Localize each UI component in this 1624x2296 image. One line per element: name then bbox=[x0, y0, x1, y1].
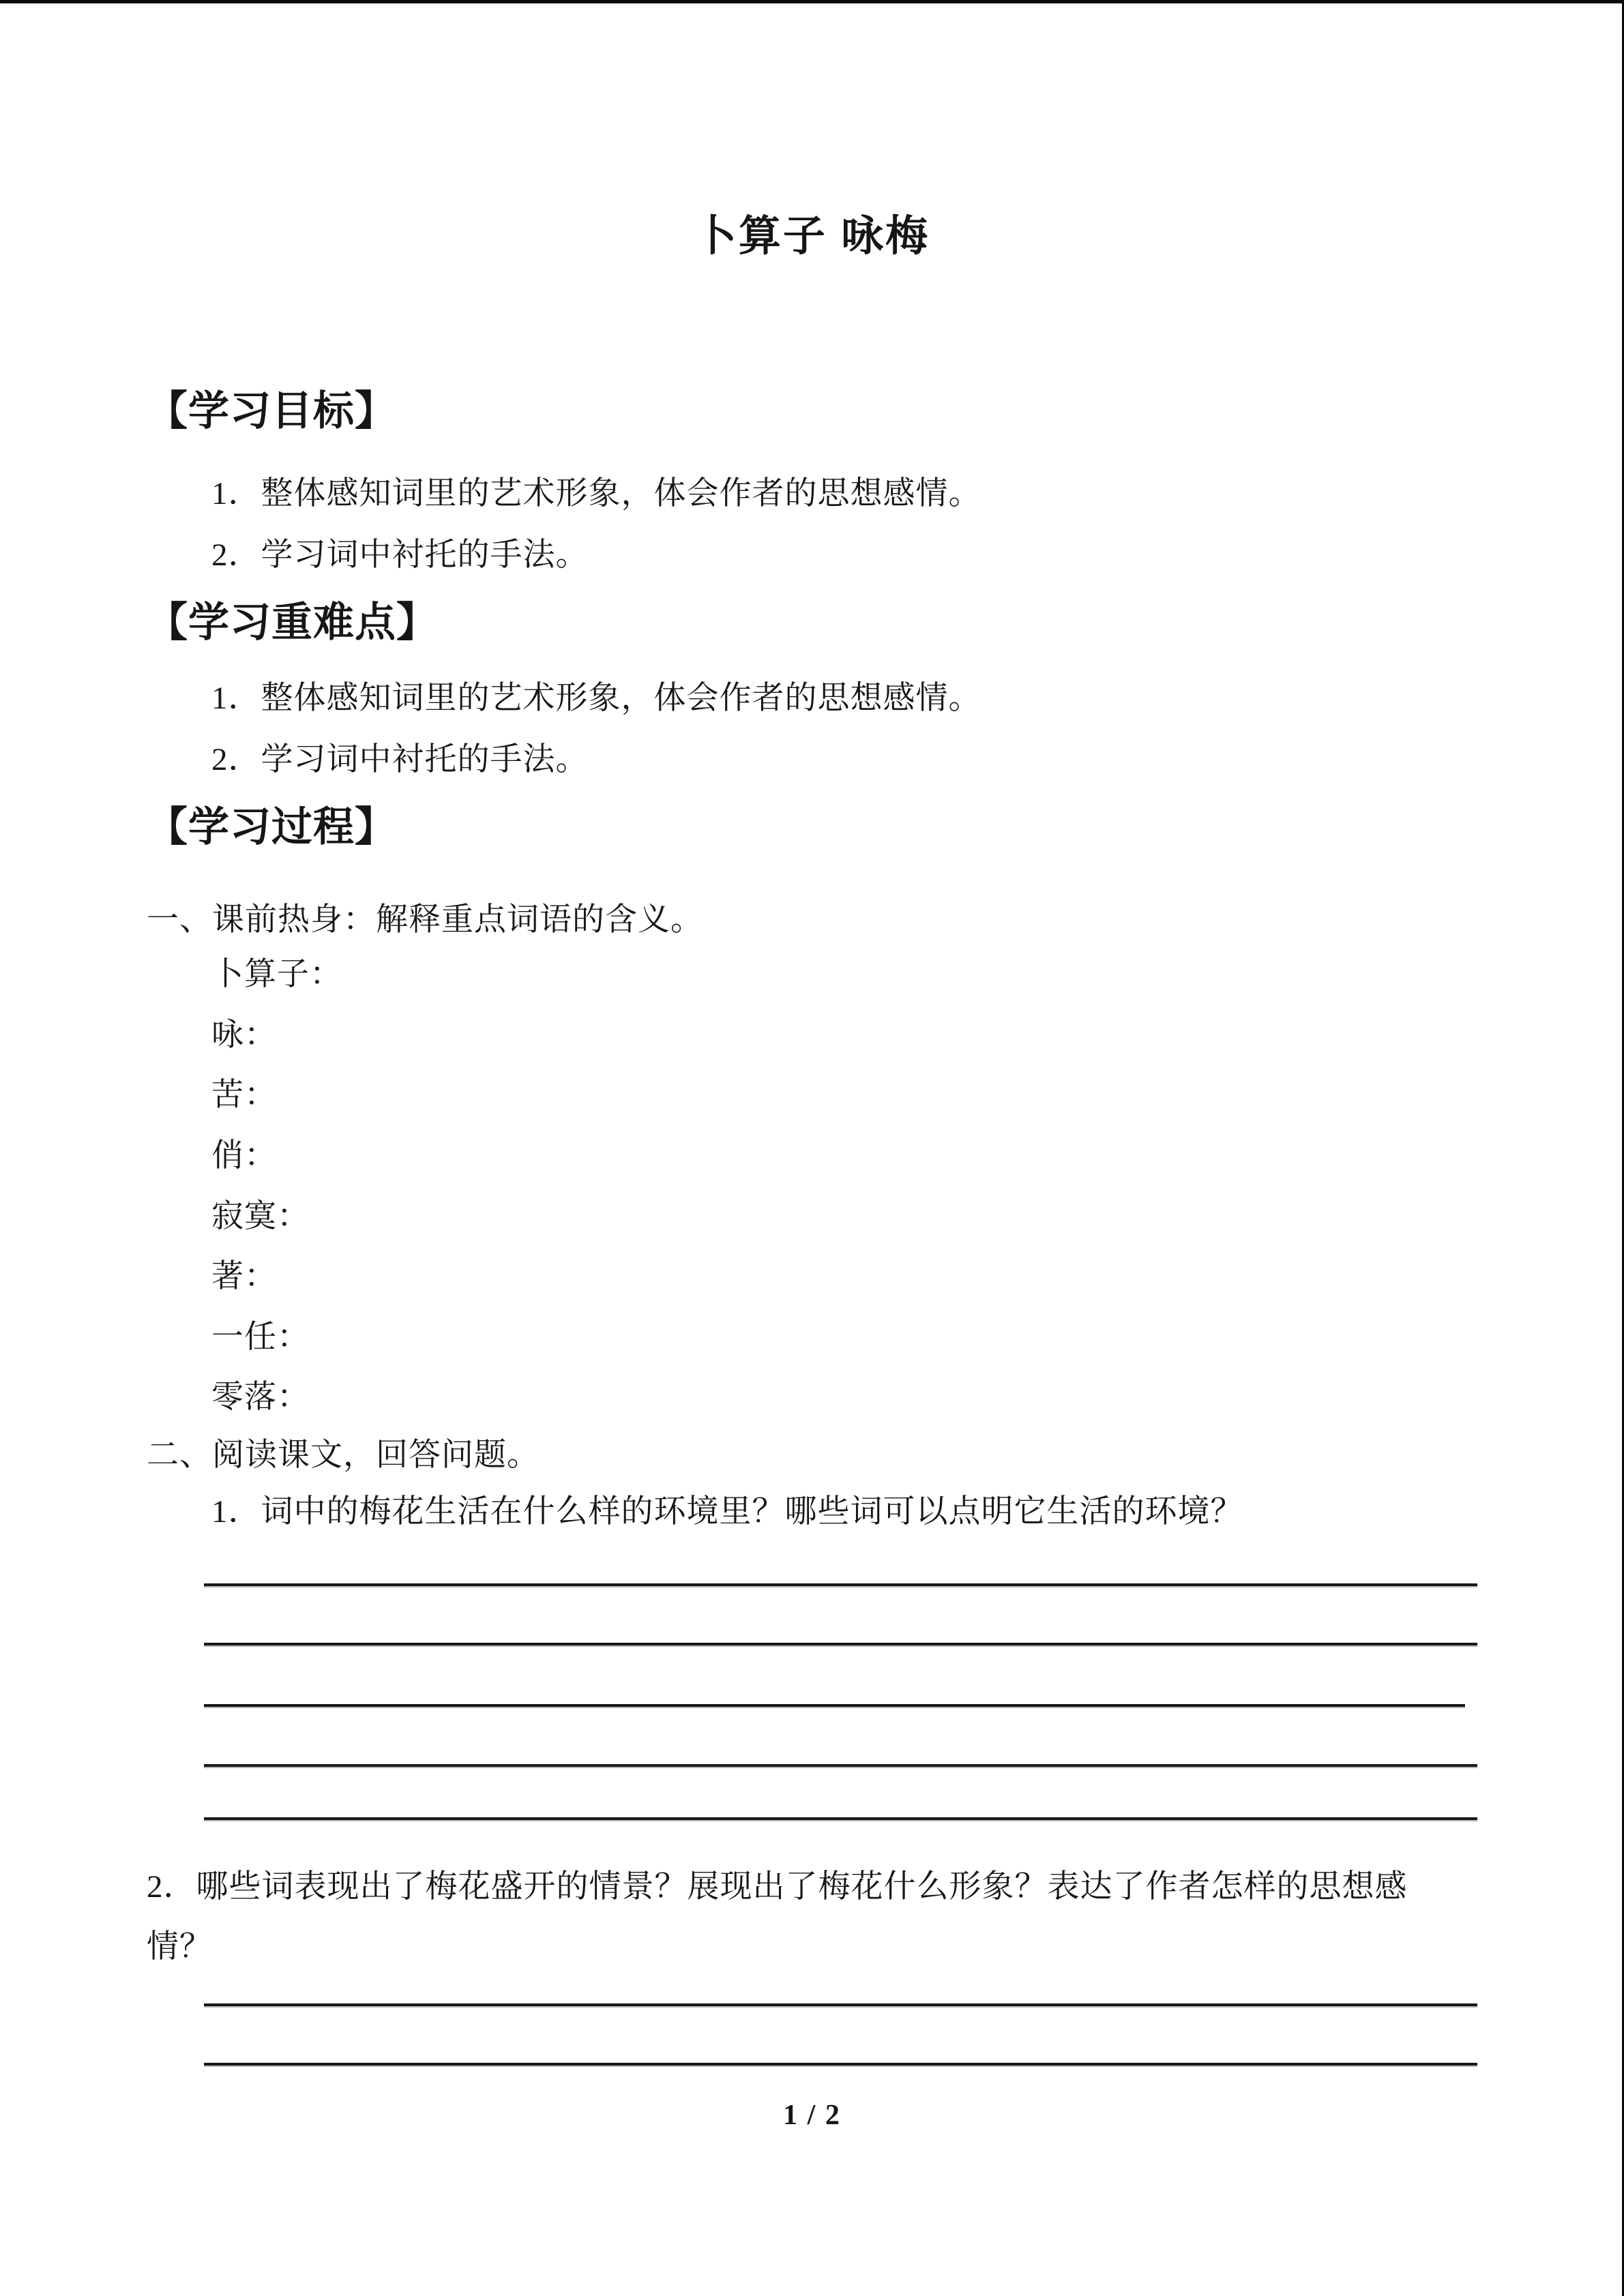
vocab-item: 零落： bbox=[211, 1380, 310, 1415]
scan-edge-top bbox=[0, 0, 1624, 3]
section-heading-key-points: 【学习重难点】 bbox=[147, 599, 438, 645]
answer-line bbox=[204, 1643, 1477, 1645]
doc-title: 卜算子 咏梅 bbox=[694, 213, 930, 260]
section-heading-objectives: 【学习目标】 bbox=[147, 388, 396, 434]
vocab-item: 卜算子： bbox=[211, 957, 342, 992]
vocab-item: 咏： bbox=[211, 1017, 277, 1053]
question-2 bbox=[147, 1857, 1478, 1977]
vocab-item: 寂寞： bbox=[211, 1199, 310, 1234]
objective-item-1: 1．整体感知词里的艺术形象，体会作者的思想感情。 bbox=[211, 476, 981, 511]
answer-line bbox=[204, 1704, 1465, 1707]
part1-lead: 一、课前热身：解释重点词语的含义。 bbox=[147, 902, 703, 938]
objective-item-2: 2．学习词中衬托的手法。 bbox=[211, 537, 589, 573]
section-heading-process: 【学习过程】 bbox=[147, 804, 396, 850]
answer-line bbox=[204, 2003, 1477, 2006]
vocab-item: 俏： bbox=[211, 1138, 277, 1174]
vocab-item: 著： bbox=[211, 1259, 277, 1294]
answer-line bbox=[204, 1583, 1477, 1586]
question-2-line-2: 情？ bbox=[147, 1929, 212, 1965]
answer-line bbox=[204, 2063, 1477, 2066]
page-number: 1 / 2 bbox=[783, 2100, 841, 2131]
question-1: 1．词中的梅花生活在什么样的环境里？哪些词可以点明它生活的环境？ bbox=[211, 1494, 1243, 1530]
key-point-item-2: 2．学习词中衬托的手法。 bbox=[211, 742, 589, 777]
vocab-item: 苦： bbox=[211, 1077, 277, 1113]
question-2-line-1: 2．哪些词表现出了梅花盛开的情景？展现出了梅花什么形象？表达了作者怎样的思想感 bbox=[147, 1869, 1408, 1905]
answer-line bbox=[204, 1817, 1477, 1820]
answer-line bbox=[204, 1764, 1477, 1767]
part2-lead: 二、阅读课文，回答问题。 bbox=[147, 1437, 540, 1473]
key-point-item-1: 1．整体感知词里的艺术形象，体会作者的思想感情。 bbox=[211, 681, 981, 716]
vocab-item: 一任： bbox=[211, 1320, 310, 1355]
